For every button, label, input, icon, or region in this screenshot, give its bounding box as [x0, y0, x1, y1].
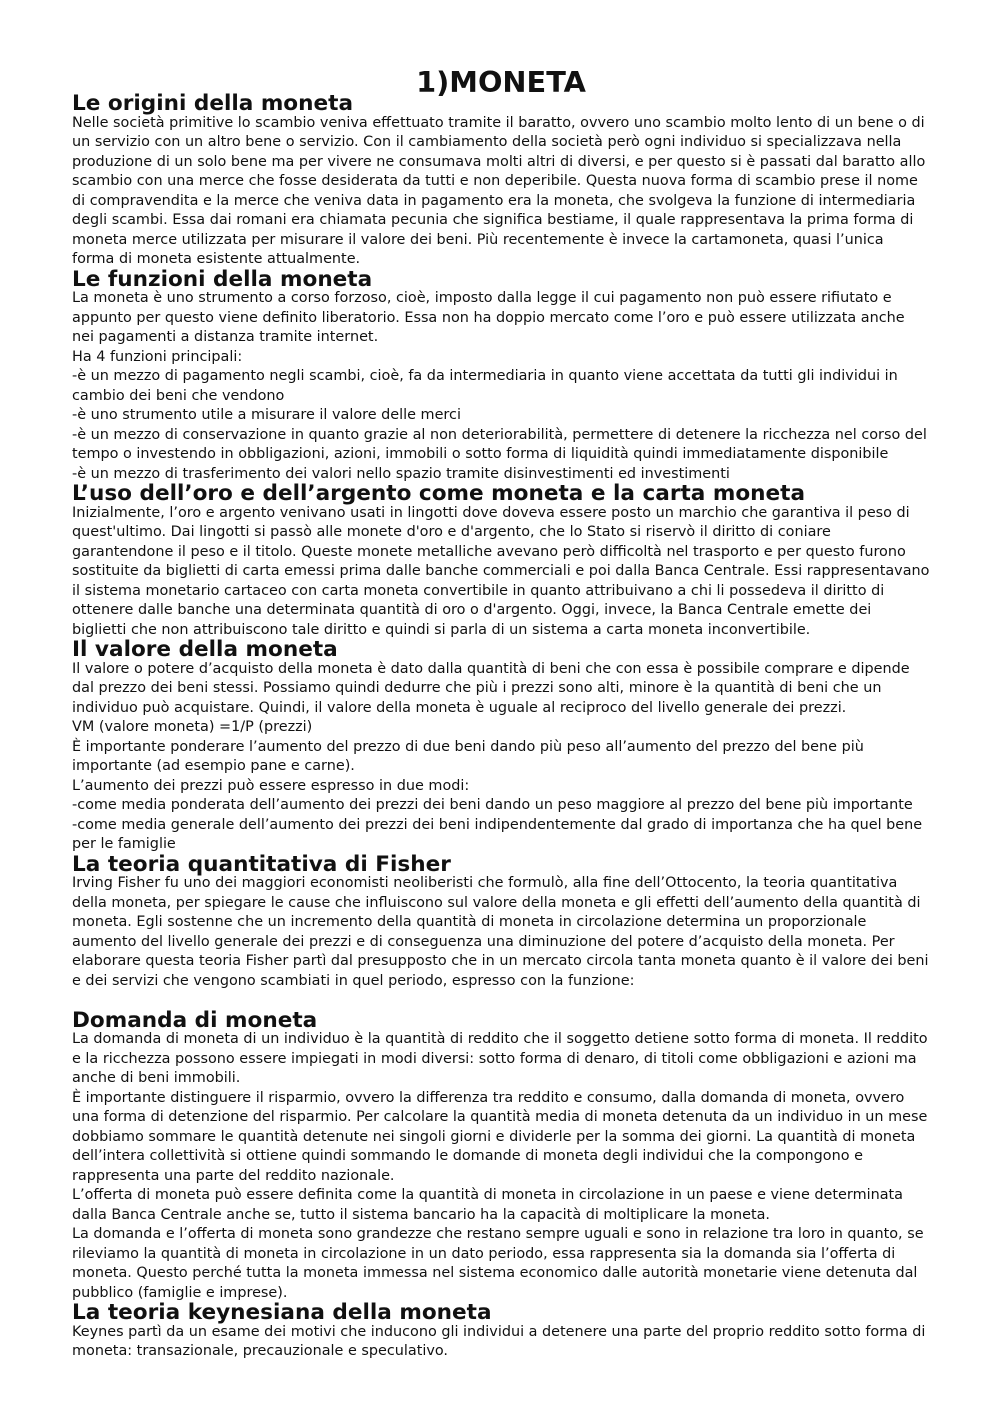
paragraph: La domanda e l’offerta di moneta sono grandezze che restano sempre uguali e sono in relazione tra loro in quanto, se rileviamo la quantità di moneta in circolazione in un dato periodo, essa rappresenta sia la domanda sia l’offerta di moneta. Questo perché tutta la moneta immessa nel sistema economico dalle autorità monetarie viene detenuta dal pubblico (famiglie e imprese). [72, 1226, 924, 1301]
section-funzioni [72, 266, 930, 485]
paragraph: Inizialmente, l’oro e argento venivano usati in lingotti dove doveva essere posto un marchio che garantiva il peso di quest'ultimo. Dai lingotti si passò alle monete d'oro e d'argento, che lo Stato si riservò il diritto di coniare garantendone il peso e il titolo. Queste monete metalliche avevano però difficoltà nel trasporto e per questo furono sostituite da biglietti di carta emessi prima dalle banche commerciali e poi dalla Banca Centrale. Essi rappresentavano il sistema monetario cartaceo con carta moneta convertibile in quanto attribuivano a chi li possedeva il diritto di ottenere dalle banche una determinata quantità di oro o d'argento. Oggi, invece, la Banca Centrale emette dei biglietti che non attribuiscono tale diritto e quindi si parla di un sistema a carta moneta inconvertibile. [72, 504, 930, 638]
paragraph: La domanda di moneta di un individuo è la quantità di reddito che il soggetto detiene sotto forma di moneta. Il reddito e la ricchezza possono essere impiegati in modi diversi: sotto forma di denaro, di titoli come obbligazioni e azioni ma anche di beni immobili. [72, 1031, 928, 1086]
section-fisher [72, 851, 930, 992]
paragraph: Il valore o potere d’acquisto della moneta è dato dalla quantità di beni che con essa è possibile comprare e dipende dal prezzo dei beni stessi. Possiamo quindi dedurre che più i prezzi sono alti, minore è la quantità di beni che un individuo può acquistare. Quindi, il valore della moneta è uguale al reciproco del livello generale dei prezzi. [72, 660, 910, 716]
section-heading: Le origini della moneta [72, 91, 354, 116]
section-heading: Il valore della moneta [72, 637, 338, 662]
section-origini [72, 91, 930, 270]
paragraph: Nelle società primitive lo scambio veniva effettuato tramite il baratto, ovvero uno scambio molto lento di un bene o di un servizio con un altro bene o servizio. Con il cambiamento della società però ogni individuo si specializzava nella produzione di un solo bene ma per vivere ne consumava molti altri di diversi, e per questo si è passati dal baratto allo scambio con una merce che fosse desiderata da tutti e non deperibile. Questa nuova forma di scambio prese il nome di compravendita e la merce che veniva data in pagamento era la moneta, che svolgeva la funzione di intermediaria degli scambi. Essa dai romani era chiamata pecunia che significa bestiame, il quale rappresentava la prima forma di moneta merce utilizzata per misurare il valore dei beni. Più recentemente è invece la cartamoneta, quasi l’unica forma di moneta esistente attualmente. [72, 114, 926, 267]
section-valore [72, 637, 930, 855]
section-heading: L’uso dell’oro e dell’argento come moneta e la carta moneta [72, 481, 806, 506]
section-oro [72, 481, 930, 640]
document-title: 1)MONETA [416, 65, 586, 99]
section-domanda [72, 1007, 930, 1304]
paragraph: Irving Fisher fu uno dei maggiori economisti neoliberisti che formulò, alla fine dell’Ottocento, la teoria quantitativa della moneta, per spiegare le cause che influiscono sul valore della moneta e gli effetti dell’aumento della quantità di moneta. Egli sostenne che un incremento della quantità di moneta in circolazione determina un proporzionale aumento del livello generale dei prezzi e di conseguenza una diminuzione del potere d’acquisto della moneta. Per elaborare questa teoria Fisher partì dal presupposto che in un mercato circola tanta moneta quanto è il valore dei beni e dei servizi che vengono scambiati in quel periodo, espresso con la funzione: [72, 875, 929, 989]
list-item: -come media ponderata dell’aumento dei prezzi dei beni dando un peso maggiore al prezzo del bene più importante [72, 797, 913, 813]
paragraph: L’offerta di moneta può essere definita come la quantità di moneta in circolazione in un paese e viene determinata dalla Banca Centrale anche se, tutto il sistema bancario ha la capacità di moltiplicare la moneta. [72, 1187, 903, 1223]
paragraph: È importante ponderare l’aumento del prezzo di due beni dando più peso all’aumento del prezzo del bene più importante (ad esempio pane e carne). [72, 738, 864, 774]
list-item: -è un mezzo di pagamento negli scambi, cioè, fa da intermediaria in quanto viene accettata da tutti gli individui in cambio dei beni che vendono [72, 368, 898, 404]
formula: VM (valore moneta) =1/P (prezzi) [72, 719, 313, 735]
paragraph: L’aumento dei prezzi può essere espresso in due modi: [72, 777, 470, 794]
paragraph: Ha 4 funzioni principali: [72, 348, 243, 365]
section-heading: La teoria quantitativa di Fisher [72, 851, 451, 877]
list-item: -è un mezzo di conservazione in quanto grazie al non deteriorabilità, permettere di detenere la ricchezza nel corso del tempo o investendo in obbligazioni, azioni, immobili o sotto forma di liquidità quindi immediatamente disponibile [72, 426, 927, 462]
section-keynes [72, 1300, 930, 1362]
section-heading: Le funzioni della moneta [72, 266, 373, 292]
list-item: -è un mezzo di trasferimento dei valori nello spazio tramite disinvestimenti ed investimenti [72, 465, 730, 482]
section-heading: La teoria keynesiana della moneta [72, 1300, 492, 1325]
paragraph: La moneta è uno strumento a corso forzoso, cioè, imposto dalla legge il cui pagamento non può essere rifiutato e appunto per questo viene definito liberatorio. Essa non ha doppio mercato come l’oro e può essere utilizzata anche nei pagamenti a distanza tramite internet. [72, 290, 905, 345]
list-item: -è uno strumento utile a misurare il valore delle merci [72, 407, 461, 423]
list-item: -come media generale dell’aumento dei prezzi dei beni indipendentemente dal grado di importanza che ha quel bene per le famiglie [72, 816, 923, 852]
paragraph: Keynes partì da un esame dei motivi che inducono gli individui a detenere una parte del proprio reddito sotto forma di moneta: transazionale, precauzionale e speculativo. [72, 1323, 926, 1359]
paragraph: È importante distinguere il risparmio, ovvero la differenza tra reddito e consumo, dalla domanda di moneta, ovvero una forma di detenzione del risparmio. Per calcolare la quantità media di moneta detenuta da un individuo in un mese dobbiamo sommare le quantità detenute nei singoli giorni e dividerle per la somma dei giorni. La quantità di moneta dell’intera collettività si ottiene quindi sommando le domande di moneta degli individui che la compongono e rappresenta una parte del reddito nazionale. [72, 1089, 928, 1184]
section-heading: Domanda di moneta [72, 1007, 318, 1033]
